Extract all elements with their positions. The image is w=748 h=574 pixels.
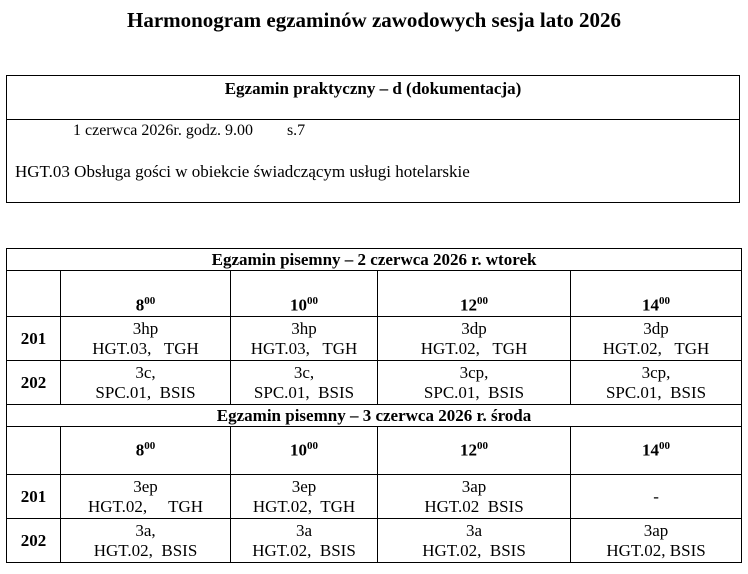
hour-cell: $10^{00}$	[231, 271, 378, 317]
section-header: Egzamin pisemny – 2 czerwca 2026 r. wtorek	[7, 249, 742, 271]
exam-cell: 3a HGT.02, BSIS	[231, 519, 378, 563]
exam-cell: 3cp, SPC.01, BSIS	[571, 361, 742, 405]
hour-cell: $14^{00}$	[571, 427, 742, 475]
exam-cell: 3ap HGT.02 BSIS	[378, 475, 571, 519]
exam-cell: 3ap HGT.02, BSIS	[571, 519, 742, 563]
practical-exam-qualification: HGT.03 Obsługa gości w obiekcie świadczącym usługi hotelarskie	[15, 162, 470, 181]
hour-cell: $8^{00}$	[61, 427, 231, 475]
exam-cell: 3a, HGT.02, BSIS	[61, 519, 231, 563]
hour-cell: $12^{00}$	[378, 271, 571, 317]
room-cell: 201	[7, 475, 61, 519]
written-exam-schedule	[6, 248, 742, 563]
room-cell: 202	[7, 361, 61, 405]
practical-exam-room: s.7	[286, 122, 306, 139]
exam-cell: 3dp HGT.02, TGH	[571, 317, 742, 361]
empty-cell	[7, 427, 61, 475]
hours-row	[7, 427, 742, 475]
practical-exam-date-time: 1 czerwca 2026r. godz. 9.00	[73, 122, 253, 139]
exam-cell: 3cp, SPC.01, BSIS	[378, 361, 571, 405]
exam-cell: 3a HGT.02, BSIS	[378, 519, 571, 563]
table-row	[7, 475, 742, 519]
table-row	[7, 361, 742, 405]
exam-cell: 3dp HGT.02, TGH	[378, 317, 571, 361]
room-cell: 201	[7, 317, 61, 361]
section-header-row	[7, 405, 742, 427]
hour-cell: $12^{00}$	[378, 427, 571, 475]
empty-cell	[7, 271, 61, 317]
practical-exam-box	[6, 75, 740, 203]
exam-cell: 3c, SPC.01, BSIS	[61, 361, 231, 405]
section-header-row	[7, 249, 742, 271]
practical-exam-header: Egzamin praktyczny – d (dokumentacja)	[7, 76, 739, 120]
exam-cell: -	[571, 475, 742, 519]
exam-cell: 3ep HGT.02, TGH	[61, 475, 231, 519]
hours-row	[7, 271, 742, 317]
exam-cell: 3c, SPC.01, BSIS	[231, 361, 378, 405]
section-header: Egzamin pisemny – 3 czerwca 2026 r. środa	[7, 405, 742, 427]
table-row	[7, 317, 742, 361]
practical-exam-date-line	[73, 122, 305, 140]
hour-cell: $8^{00}$	[61, 271, 231, 317]
exam-cell: 3hp HGT.03, TGH	[61, 317, 231, 361]
exam-cell: 3hp HGT.03, TGH	[231, 317, 378, 361]
table-row	[7, 519, 742, 563]
hour-cell: $10^{00}$	[231, 427, 378, 475]
exam-cell: 3ep HGT.02, TGH	[231, 475, 378, 519]
hour-cell: $14^{00}$	[571, 271, 742, 317]
room-cell: 202	[7, 519, 61, 563]
page-title: Harmonogram egzaminów zawodowych sesja lato 2026	[126, 8, 622, 32]
